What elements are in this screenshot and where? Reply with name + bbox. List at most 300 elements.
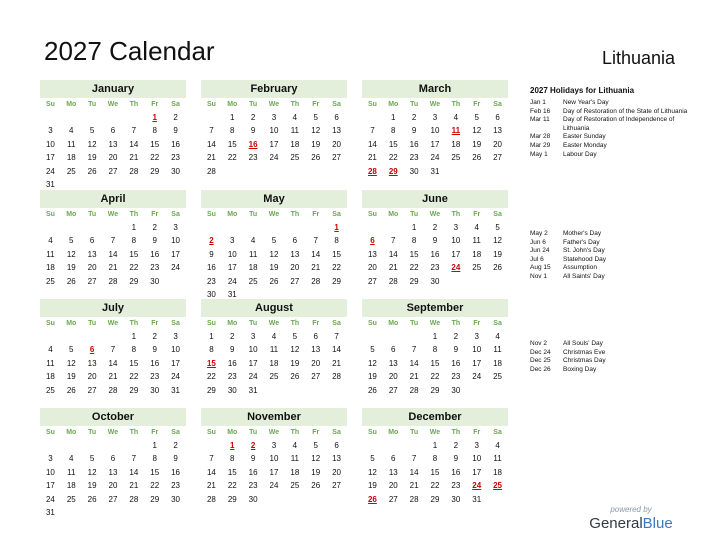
day-cell: 22 (332, 263, 342, 273)
day-cell: 1 (411, 223, 417, 232)
day-cell: 19 (290, 358, 300, 368)
weekday-label: We (107, 211, 119, 218)
month-days-grid (201, 426, 347, 506)
weekday-label: Mo (227, 101, 238, 108)
holiday-day-cell: 1 (152, 113, 157, 122)
empty-cell (82, 111, 103, 124)
weekday-label: Mo (66, 320, 77, 327)
day-cell: 19 (269, 263, 279, 273)
month-days-grid (40, 208, 186, 288)
empty-cell (243, 221, 264, 234)
weekday-label: Fr (473, 429, 481, 436)
day-cell: 5 (313, 113, 318, 122)
day-cell: 30 (206, 289, 216, 299)
holiday-item (530, 99, 700, 108)
day-cell: 7 (334, 332, 339, 341)
day-cell: 14 (409, 467, 419, 477)
day-cell: 30 (150, 276, 160, 286)
day-cell: 19 (87, 153, 97, 163)
day-cell: 9 (250, 454, 256, 464)
day-cell: 27 (108, 166, 118, 176)
holiday-name: Father's Day (563, 238, 600, 246)
holiday-name: Christmas Day (563, 357, 606, 365)
weekday-label: Mo (66, 101, 77, 108)
day-cell: 22 (409, 263, 419, 273)
day-cell: 24 (269, 153, 279, 163)
day-cell: 31 (472, 494, 482, 504)
weekday-label: Th (451, 320, 461, 327)
day-cell: 11 (290, 126, 299, 136)
day-cell: 5 (495, 223, 500, 232)
day-cell: 29 (150, 166, 160, 176)
day-cell: 25 (45, 385, 55, 395)
weekday-label: Th (290, 101, 300, 108)
weekday-label: Mo (388, 429, 399, 436)
day-cell: 3 (271, 113, 277, 122)
day-cell: 13 (332, 126, 342, 136)
holiday-day-cell: 26 (367, 494, 377, 504)
day-cell: 17 (227, 263, 237, 273)
holiday-date: Jun 24 (530, 247, 550, 255)
day-cell: 1 (209, 332, 214, 341)
day-cell: 20 (493, 139, 503, 149)
empty-cell (61, 221, 82, 234)
weekday-label: Sa (171, 320, 180, 327)
day-cell: 9 (173, 454, 178, 464)
day-cell: 4 (250, 236, 256, 246)
weekday-label: Sa (171, 429, 180, 436)
month-july (40, 299, 186, 397)
holiday-name: New Year's Day (563, 99, 609, 106)
month-january (40, 80, 186, 191)
day-cell: 12 (87, 139, 97, 149)
weekday-label: Th (129, 101, 139, 108)
day-cell: 16 (451, 467, 461, 477)
day-cell: 7 (209, 454, 214, 464)
day-cell: 22 (150, 153, 160, 163)
day-cell: 7 (110, 236, 116, 246)
day-cell: 16 (171, 139, 181, 149)
day-cell: 29 (430, 385, 440, 395)
weekday-label: Tu (88, 211, 97, 218)
weekday-label: We (268, 429, 280, 436)
day-cell: 20 (87, 263, 97, 273)
day-cell: 5 (69, 345, 74, 355)
holiday-item (530, 340, 700, 349)
day-cell: 31 (430, 166, 440, 176)
day-cell: 9 (432, 236, 438, 246)
empty-cell (201, 111, 222, 124)
day-cell: 5 (474, 113, 479, 122)
day-cell: 27 (311, 372, 321, 382)
day-cell: 28 (108, 385, 118, 395)
month-october (40, 408, 186, 519)
day-cell: 18 (493, 467, 503, 477)
holiday-name: Boxing Day (563, 365, 597, 373)
day-cell: 30 (150, 385, 160, 395)
day-cell: 25 (451, 153, 461, 163)
weekday-label: Fr (151, 320, 159, 327)
day-cell: 3 (230, 236, 235, 246)
weekday-label: Su (367, 429, 377, 436)
day-cell: 5 (271, 236, 277, 246)
day-cell: 9 (250, 126, 256, 136)
day-cell: 20 (87, 372, 97, 382)
day-cell: 13 (388, 467, 398, 477)
weekday-label: Su (367, 320, 377, 327)
day-cell: 24 (171, 263, 181, 273)
day-cell: 13 (87, 358, 97, 368)
month-header: September (362, 299, 508, 317)
brand-logo (588, 505, 674, 533)
day-cell: 28 (332, 372, 342, 382)
day-cell: 12 (290, 345, 300, 355)
weekday-label: Sa (332, 320, 341, 327)
day-cell: 11 (67, 467, 76, 477)
holiday-item (530, 116, 700, 133)
day-cell: 25 (290, 153, 300, 163)
day-cell: 11 (46, 358, 55, 368)
empty-cell (362, 439, 383, 452)
weekday-label: Fr (151, 101, 159, 108)
holiday-day-cell: 1 (230, 441, 235, 450)
empty-cell (40, 439, 61, 452)
day-cell: 21 (388, 263, 398, 273)
day-cell: 4 (495, 441, 500, 450)
weekday-label: Fr (151, 211, 159, 218)
day-cell: 2 (411, 113, 417, 122)
day-cell: 3 (271, 441, 277, 450)
day-cell: 21 (311, 263, 321, 273)
empty-cell (61, 439, 82, 452)
empty-cell (383, 330, 404, 343)
day-cell: 22 (430, 481, 440, 491)
day-cell: 16 (171, 467, 181, 477)
holiday-day-cell: 15 (206, 358, 216, 368)
day-cell: 7 (110, 345, 116, 355)
empty-cell (82, 330, 103, 343)
weekday-label: Tu (249, 320, 258, 327)
day-cell: 28 (311, 276, 321, 286)
day-cell: 24 (45, 494, 55, 504)
day-cell: 15 (129, 249, 139, 259)
month-february (201, 80, 347, 178)
day-cell: 12 (367, 467, 377, 477)
day-cell: 11 (248, 249, 258, 259)
day-cell: 1 (432, 441, 438, 450)
day-cell: 8 (411, 236, 417, 246)
weekday-label: Sa (171, 101, 180, 108)
day-cell: 29 (409, 276, 419, 286)
holiday-name: Day of Restoration of the State of Lithuania (563, 107, 688, 115)
holiday-item (530, 239, 700, 248)
day-cell: 14 (129, 139, 139, 149)
day-cell: 14 (332, 345, 342, 355)
day-cell: 31 (45, 507, 55, 517)
weekday-label: Mo (227, 429, 238, 436)
day-cell: 11 (269, 345, 279, 355)
weekday-label: Tu (88, 101, 97, 108)
day-cell: 25 (290, 481, 300, 491)
day-cell: 22 (227, 153, 237, 163)
day-cell: 23 (248, 153, 258, 163)
day-cell: 2 (152, 332, 157, 341)
day-cell: 11 (472, 236, 481, 246)
day-cell: 3 (474, 441, 479, 450)
month-december (362, 408, 508, 506)
day-cell: 6 (313, 332, 318, 341)
day-cell: 6 (110, 126, 116, 136)
day-cell: 10 (472, 345, 482, 355)
month-november (201, 408, 347, 506)
day-cell: 26 (311, 153, 321, 163)
day-cell: 28 (409, 385, 419, 395)
day-cell: 23 (171, 481, 181, 491)
empty-cell (82, 221, 103, 234)
day-cell: 16 (150, 249, 160, 259)
day-cell: 20 (388, 372, 398, 382)
day-cell: 14 (108, 249, 118, 259)
empty-cell (383, 439, 404, 452)
holiday-list-q2 (530, 230, 700, 282)
empty-cell (123, 439, 144, 452)
day-cell: 30 (430, 276, 440, 286)
day-cell: 8 (230, 454, 235, 464)
day-cell: 18 (290, 139, 300, 149)
day-cell: 18 (472, 249, 482, 259)
holiday-list-q1 (530, 99, 700, 159)
day-cell: 19 (493, 249, 503, 259)
day-cell: 10 (430, 126, 440, 136)
holiday-name: Labour Day (563, 150, 597, 158)
day-cell: 6 (89, 236, 95, 246)
holiday-item (530, 357, 700, 366)
weekday-label: Su (45, 101, 55, 108)
weekday-label: Sa (493, 429, 502, 436)
holiday-date: Jun 6 (530, 238, 546, 246)
day-cell: 6 (334, 113, 339, 122)
empty-cell (201, 221, 222, 234)
holiday-day-cell: 16 (248, 139, 258, 149)
weekday-label: Su (206, 429, 216, 436)
day-cell: 10 (269, 454, 279, 464)
day-cell: 18 (269, 358, 279, 368)
day-cell: 17 (45, 481, 55, 491)
month-days-grid (362, 317, 508, 397)
day-cell: 17 (248, 358, 258, 368)
month-header: March (362, 80, 508, 98)
empty-cell (362, 330, 383, 343)
day-cell: 2 (432, 223, 438, 232)
day-cell: 26 (493, 263, 503, 273)
month-header: November (201, 408, 347, 426)
day-cell: 10 (451, 236, 461, 246)
day-cell: 23 (430, 263, 440, 273)
weekday-label: Th (451, 101, 461, 108)
day-cell: 12 (66, 358, 76, 368)
weekday-label: Tu (410, 101, 419, 108)
holiday-name: Statehood Day (563, 255, 607, 263)
day-cell: 19 (311, 467, 321, 477)
weekday-label: Su (206, 101, 216, 108)
day-cell: 3 (250, 332, 256, 341)
day-cell: 4 (271, 332, 277, 341)
brand-tagline: powered by (610, 505, 652, 514)
day-cell: 20 (290, 263, 300, 273)
day-cell: 13 (108, 139, 118, 149)
day-cell: 20 (108, 153, 118, 163)
holiday-item (530, 230, 700, 239)
weekday-label: Tu (88, 320, 97, 327)
weekday-label: Fr (312, 320, 320, 327)
month-june (362, 190, 508, 288)
day-cell: 11 (67, 139, 76, 149)
empty-cell (383, 221, 404, 234)
day-cell: 30 (248, 494, 258, 504)
day-cell: 20 (311, 358, 321, 368)
day-cell: 5 (313, 441, 318, 450)
day-cell: 14 (311, 249, 321, 259)
day-cell: 2 (453, 332, 459, 341)
day-cell: 27 (493, 153, 503, 163)
day-cell: 18 (66, 481, 76, 491)
day-cell: 8 (131, 236, 137, 246)
day-cell: 15 (227, 467, 237, 477)
day-cell: 14 (206, 139, 216, 149)
empty-cell (404, 439, 425, 452)
day-cell: 21 (108, 263, 118, 273)
day-cell: 30 (171, 494, 181, 504)
day-cell: 30 (451, 494, 461, 504)
day-cell: 10 (45, 139, 55, 149)
weekday-label: Fr (312, 429, 320, 436)
weekday-label: We (268, 101, 280, 108)
weekday-label: Sa (493, 211, 502, 218)
day-cell: 6 (391, 345, 396, 355)
day-cell: 25 (45, 276, 55, 286)
holiday-item (530, 264, 700, 273)
weekday-label: Fr (312, 101, 320, 108)
day-cell: 20 (108, 481, 118, 491)
weekday-label: Su (45, 211, 55, 218)
day-cell: 13 (87, 249, 97, 259)
day-cell: 20 (332, 467, 342, 477)
month-header: January (40, 80, 186, 98)
day-cell: 28 (129, 494, 139, 504)
weekday-label: Fr (473, 211, 481, 218)
day-cell: 27 (388, 385, 398, 395)
weekday-label: Th (290, 211, 300, 218)
weekday-label: Su (206, 320, 216, 327)
day-cell: 26 (290, 372, 300, 382)
weekday-label: Sa (332, 101, 341, 108)
weekday-label: Su (206, 211, 216, 218)
weekday-label: We (429, 211, 441, 218)
day-cell: 14 (367, 139, 377, 149)
day-cell: 22 (430, 372, 440, 382)
day-cell: 2 (453, 441, 459, 450)
weekday-label: Th (129, 211, 139, 218)
day-cell: 21 (332, 358, 342, 368)
empty-cell (40, 111, 61, 124)
day-cell: 27 (108, 494, 118, 504)
day-cell: 22 (150, 481, 160, 491)
holiday-item (530, 151, 700, 160)
weekday-label: Su (367, 101, 377, 108)
holiday-day-cell: 24 (472, 481, 482, 491)
weekday-label: We (107, 320, 119, 327)
weekday-label: We (429, 101, 441, 108)
empty-cell (284, 221, 305, 234)
holiday-item (530, 366, 700, 375)
weekday-label: Mo (66, 429, 77, 436)
weekday-label: Tu (249, 211, 258, 218)
day-cell: 10 (248, 345, 258, 355)
day-cell: 6 (110, 454, 116, 464)
weekday-label: We (268, 211, 280, 218)
month-days-grid (362, 208, 508, 288)
day-cell: 30 (227, 385, 237, 395)
weekday-label: Th (451, 211, 461, 218)
empty-cell (123, 111, 144, 124)
holiday-date: Nov 2 (530, 340, 547, 347)
day-cell: 16 (248, 467, 258, 477)
day-cell: 8 (152, 126, 157, 136)
day-cell: 16 (150, 358, 160, 368)
holiday-date: Dec 26 (530, 365, 551, 373)
day-cell: 24 (45, 166, 55, 176)
holiday-date: Dec 25 (530, 357, 551, 365)
holiday-item (530, 133, 700, 142)
day-cell: 17 (430, 139, 440, 149)
day-cell: 14 (409, 358, 419, 368)
day-cell: 25 (66, 494, 76, 504)
day-cell: 9 (152, 236, 157, 246)
day-cell: 4 (292, 113, 298, 122)
empty-cell (362, 111, 383, 124)
weekday-label: Fr (473, 101, 481, 108)
day-cell: 16 (451, 358, 461, 368)
empty-cell (40, 330, 61, 343)
day-cell: 12 (472, 126, 482, 136)
day-cell: 13 (493, 126, 503, 136)
empty-cell (82, 439, 103, 452)
day-cell: 14 (129, 467, 139, 477)
weekday-label: Tu (410, 211, 419, 218)
day-cell: 15 (409, 249, 419, 259)
page-title: 2027 Calendar (44, 36, 215, 66)
day-cell: 21 (206, 153, 216, 163)
day-cell: 10 (45, 467, 55, 477)
holiday-item (530, 349, 700, 358)
day-cell: 1 (432, 332, 438, 341)
day-cell: 4 (48, 345, 53, 355)
day-cell: 21 (129, 481, 139, 491)
day-cell: 5 (89, 126, 95, 136)
day-cell: 19 (472, 139, 482, 149)
weekday-label: Tu (88, 429, 97, 436)
day-cell: 10 (171, 236, 181, 246)
holiday-day-cell: 29 (388, 166, 398, 176)
day-cell: 23 (248, 481, 258, 491)
empty-cell (264, 221, 285, 234)
day-cell: 26 (472, 153, 482, 163)
day-cell: 31 (171, 385, 181, 395)
day-cell: 21 (129, 153, 139, 163)
day-cell: 25 (472, 263, 482, 273)
day-cell: 15 (150, 139, 160, 149)
day-cell: 11 (493, 454, 502, 464)
